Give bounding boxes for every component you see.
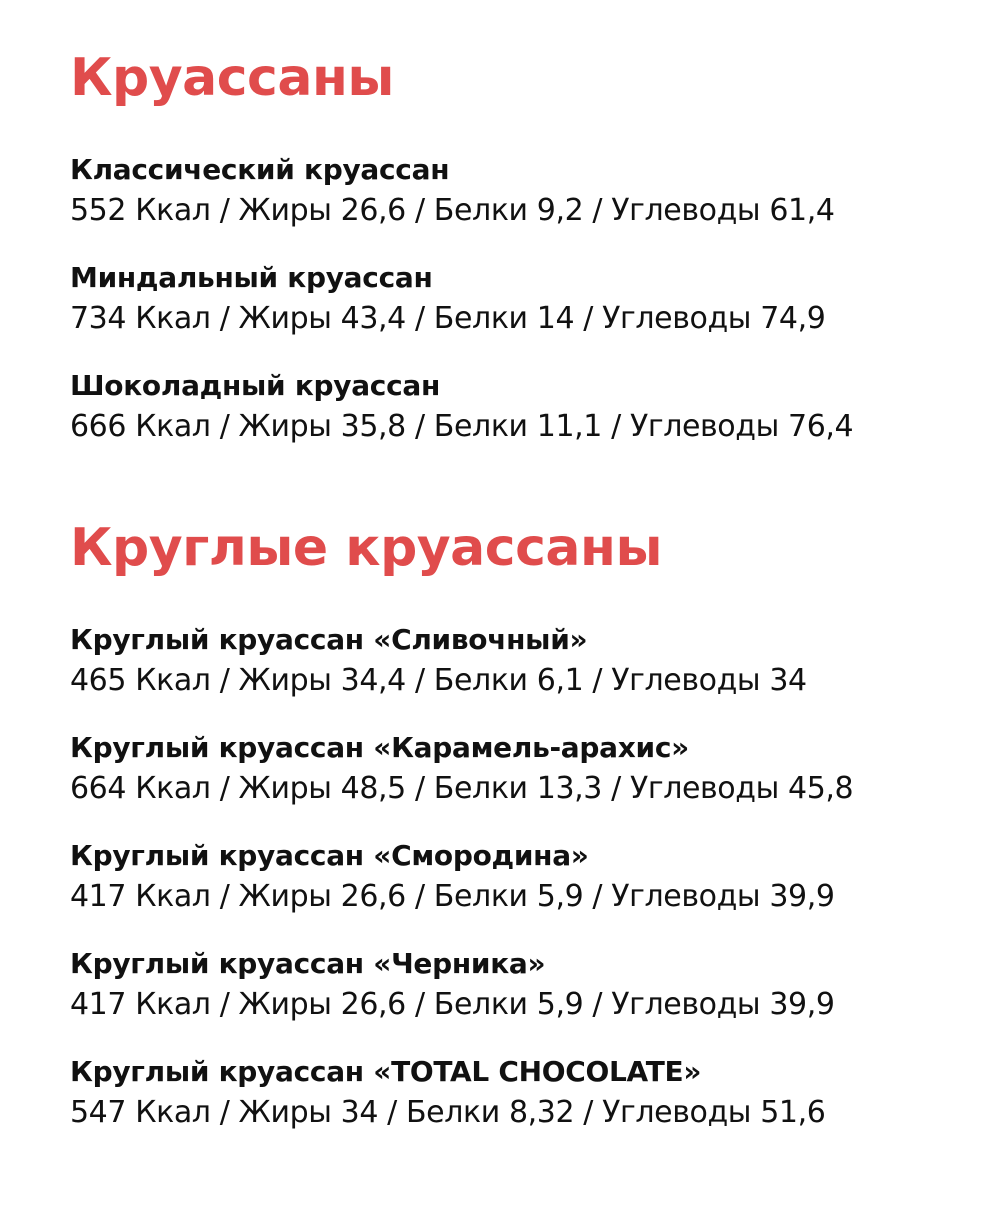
nutrition-menu bbox=[70, 48, 950, 1160]
list-item bbox=[70, 944, 950, 1026]
item-name: Шоколадный круассан bbox=[70, 369, 441, 402]
list-item bbox=[70, 1052, 950, 1134]
section-croissants bbox=[70, 48, 950, 448]
item-nutrition: 465 Ккал / Жиры 34,4 / Белки 6,1 / Углеводы 34 bbox=[70, 663, 807, 698]
item-list bbox=[70, 620, 950, 1134]
item-list bbox=[70, 150, 950, 448]
item-nutrition: 547 Ккал / Жиры 34 / Белки 8,32 / Углеводы 51,6 bbox=[70, 1095, 826, 1130]
item-nutrition: 734 Ккал / Жиры 43,4 / Белки 14 / Углеводы 74,9 bbox=[70, 301, 826, 336]
item-name: Круглый круассан «Карамель-арахис» bbox=[70, 731, 689, 764]
list-item bbox=[70, 258, 950, 340]
list-item bbox=[70, 620, 950, 702]
item-nutrition: 552 Ккал / Жиры 26,6 / Белки 9,2 / Углеводы 61,4 bbox=[70, 193, 835, 228]
item-name: Круглый круассан «Черника» bbox=[70, 947, 546, 980]
item-name: Миндальный круассан bbox=[70, 261, 433, 294]
list-item bbox=[70, 366, 950, 448]
item-name: Круглый круассан «TOTAL CHOCOLATE» bbox=[70, 1055, 702, 1088]
item-nutrition: 417 Ккал / Жиры 26,6 / Белки 5,9 / Углеводы 39,9 bbox=[70, 987, 835, 1022]
item-name: Круглый круассан «Смородина» bbox=[70, 839, 589, 872]
list-item bbox=[70, 836, 950, 918]
section-title: Круассаны bbox=[70, 48, 394, 108]
section-title: Круглые круассаны bbox=[70, 518, 662, 578]
item-name: Классический круассан bbox=[70, 153, 450, 186]
item-nutrition: 666 Ккал / Жиры 35,8 / Белки 11,1 / Углеводы 76,4 bbox=[70, 409, 854, 444]
list-item bbox=[70, 150, 950, 232]
item-nutrition: 664 Ккал / Жиры 48,5 / Белки 13,3 / Углеводы 45,8 bbox=[70, 771, 854, 806]
item-name: Круглый круассан «Сливочный» bbox=[70, 623, 588, 656]
item-nutrition: 417 Ккал / Жиры 26,6 / Белки 5,9 / Углеводы 39,9 bbox=[70, 879, 835, 914]
list-item bbox=[70, 728, 950, 810]
section-round-croissants bbox=[70, 518, 950, 1134]
